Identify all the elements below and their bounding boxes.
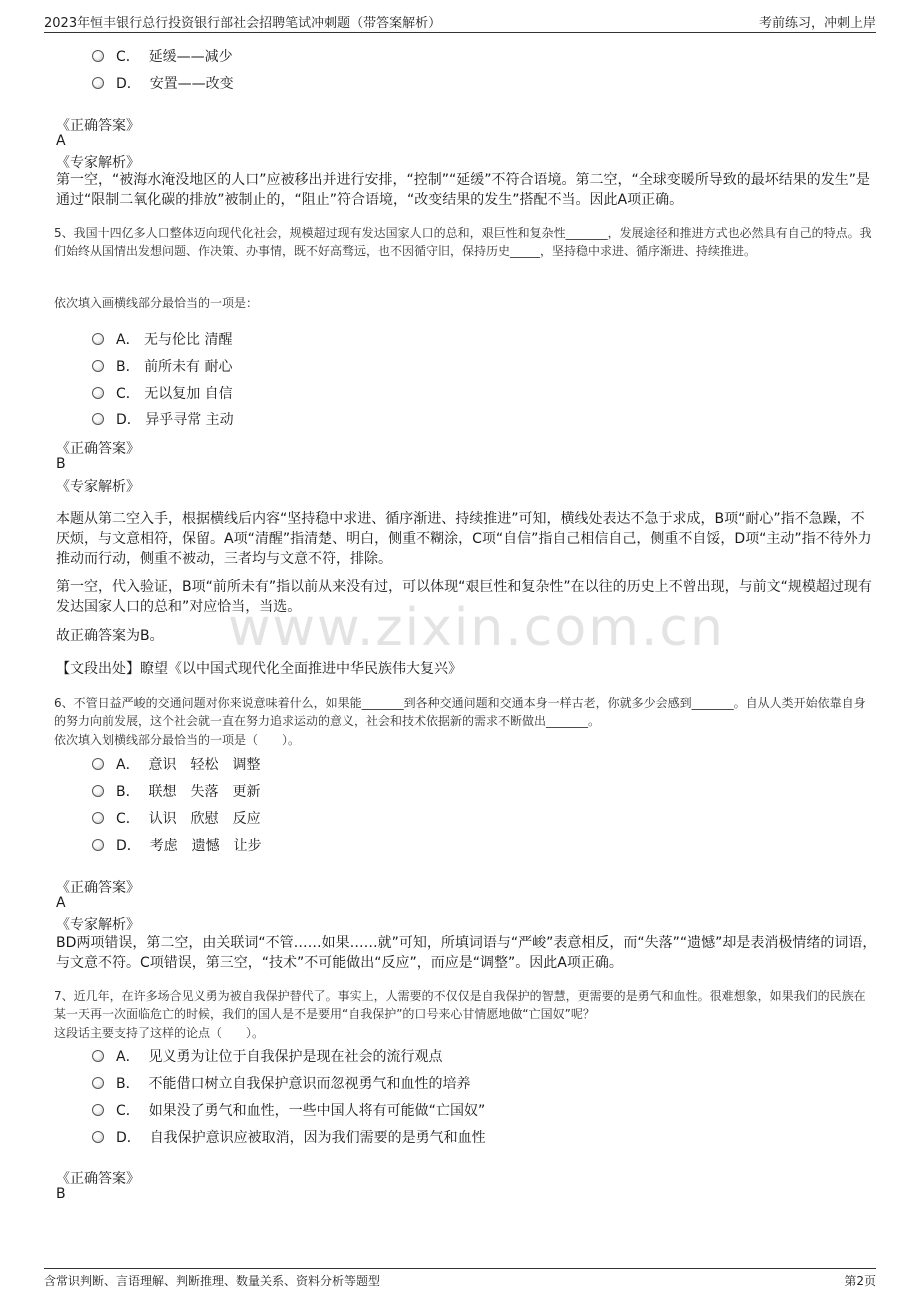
radio-icon[interactable] <box>92 785 104 797</box>
q7-option-a[interactable]: A． 见义勇为让位于自我保护是现在社会的流行观点 <box>92 1046 442 1066</box>
q5-analysis-p3: 故正确答案为B。 <box>56 628 164 644</box>
q5-option-c[interactable]: C． 无以复加 自信 <box>92 383 233 403</box>
radio-icon[interactable] <box>92 839 104 851</box>
radio-icon[interactable] <box>92 758 104 770</box>
q4-option-c[interactable]: C． 延缓——减少 <box>92 46 233 66</box>
q5-analysis-heading: 《专家解析》 <box>56 479 140 495</box>
radio-icon[interactable] <box>92 387 104 399</box>
page-number: 第2页 <box>844 1274 876 1288</box>
q5-analysis-p2: 第一空，代入验证，B项“前所未有”指以前从来没有过，可以体现“艰巨性和复杂性”在以往的历史上不曾出现，与前文“规模超过现有发达国家人口的总和”对应恰当，当选。 <box>56 579 872 615</box>
radio-icon[interactable] <box>92 333 104 345</box>
q5-option-a[interactable]: A． 无与伦比 清醒 <box>92 329 232 349</box>
q4-analysis: 第一空，“被海水淹没地区的人口”应被移出并进行安排，“控制”“延缓”不符合语境。第二空，“全球变暖所导致的最坏结果的发生”是通过“限制二氧化碳的排放”被制止的，“阻止”符合语境，“改变结果的发生”搭配不当。因此A项正确。 <box>56 172 871 208</box>
radio-icon[interactable] <box>92 360 104 372</box>
q5-stem: 5、我国十四亿多人口整体迈向现代化社会，规模超过现有发达国家人口的总和，艰巨性和复杂性_______，发展途径和推进方式也必然具有自己的特点。我们始终从国情出发想问题、作决策、办事情，既不好高骛远，也不因循守旧，保持历史_____，坚持稳中求进、循序渐进、持续推进。 <box>54 226 872 258</box>
footer-divider <box>44 1268 876 1269</box>
q4-answer: A <box>56 133 66 149</box>
q5-prompt: 依次填入画横线部分最恰当的一项是： <box>54 296 259 310</box>
radio-icon[interactable] <box>92 1131 104 1143</box>
q6-option-b[interactable]: B． 联想 失落 更新 <box>92 781 261 801</box>
q5-answer: B <box>56 456 66 472</box>
q6-option-a[interactable]: A． 意识 轻松 调整 <box>92 754 260 774</box>
q7-stem: 7、近几年，在许多场合见义勇为被自我保护替代了。事实上，人需要的不仅仅是自我保护的智慧，更需要的是勇气和血性。很难想象，如果我们的民族在某一天再一次面临危亡的时候，我们的国人是不是要用“自我保护”的口号来心甘情愿地做“亡国奴”呢？ <box>54 989 866 1021</box>
q6-analysis-heading: 《专家解析》 <box>56 917 140 933</box>
q5-answer-heading: 《正确答案》 <box>56 441 140 457</box>
q4-answer-heading: 《正确答案》 <box>56 118 140 134</box>
q4-analysis-heading: 《专家解析》 <box>56 155 140 171</box>
q6-option-d[interactable]: D． 考虑 遗憾 让步 <box>92 835 262 855</box>
radio-icon[interactable] <box>92 1104 104 1116</box>
radio-icon[interactable] <box>92 812 104 824</box>
radio-icon[interactable] <box>92 77 104 89</box>
radio-icon[interactable] <box>92 50 104 62</box>
header-divider <box>44 32 876 33</box>
q7-option-b[interactable]: B． 不能借口树立自我保护意识而忽视勇气和血性的培养 <box>92 1073 471 1093</box>
document-title: 2023年恒丰银行总行投资银行部社会招聘笔试冲刺题（带答案解析） <box>44 16 442 31</box>
q6-analysis: BD两项错误，第二空，由关联词“不管……如果……就”可知，所填词语与“严峻”表意相反，而“失落”“遗憾”却是表消极情绪的词语，与文意不符。C项错误，第三空，“技术”不可能做出“反应”，而应是“调整”。因此A项正确。 <box>56 935 877 971</box>
footer-topics: 含常识判断、言语理解、判断推理、数量关系、资料分析等题型 <box>44 1274 381 1288</box>
q7-answer: B <box>56 1186 66 1202</box>
q7-option-c[interactable]: C． 如果没了勇气和血性，一些中国人将有可能做“亡国奴” <box>92 1100 485 1120</box>
header-slogan: 考前练习，冲刺上岸 <box>758 16 876 31</box>
q5-option-b[interactable]: B． 前所未有 耐心 <box>92 356 233 376</box>
radio-icon[interactable] <box>92 413 104 425</box>
q7-answer-heading: 《正确答案》 <box>56 1171 140 1187</box>
q6-stem: 6、不管日益严峻的交通问题对你来说意味着什么，如果能_______到各种交通问题和交通本身一样古老，你就多少会感到_______。自从人类开始依靠自身的努力向前发展，这个社会就一直在努力追求运动的意义，社会和技术依据新的需求不断做出_______。 <box>54 696 866 728</box>
q6-answer: A <box>56 895 66 911</box>
radio-icon[interactable] <box>92 1077 104 1089</box>
radio-icon[interactable] <box>92 1050 104 1062</box>
q6-answer-heading: 《正确答案》 <box>56 880 140 896</box>
q6-prompt: 依次填入划横线部分最恰当的一项是（ ）。 <box>54 733 301 747</box>
watermark: www.zixin.com.cn <box>228 598 725 658</box>
q5-analysis-p1: 本题从第二空入手，根据横线后内容“坚持稳中求进、循序渐进、持续推进”可知，横线处表达不急于求成，B项“耐心”指不急躁，不厌烦，与文意相符，保留。A项“清醒”指清楚、明白，侧重不糊涂，C项“自信”指自己相信自己，侧重不自馁，D项“主动”指不待外力推动而行动，侧重不被动，三者均与文意不符，排除。 <box>56 511 872 567</box>
q4-option-d[interactable]: D． 安置——改变 <box>92 73 234 93</box>
q6-option-c[interactable]: C． 认识 欣慰 反应 <box>92 808 261 828</box>
q7-prompt: 这段话主要支持了这样的论点（ ）。 <box>54 1026 265 1040</box>
q7-option-d[interactable]: D． 自我保护意识应被取消，因为我们需要的是勇气和血性 <box>92 1127 486 1147</box>
q5-source: 【文段出处】瞭望《以中国式现代化全面推进中华民族伟大复兴》 <box>56 661 462 677</box>
q5-option-d[interactable]: D． 异乎寻常 主动 <box>92 409 234 429</box>
